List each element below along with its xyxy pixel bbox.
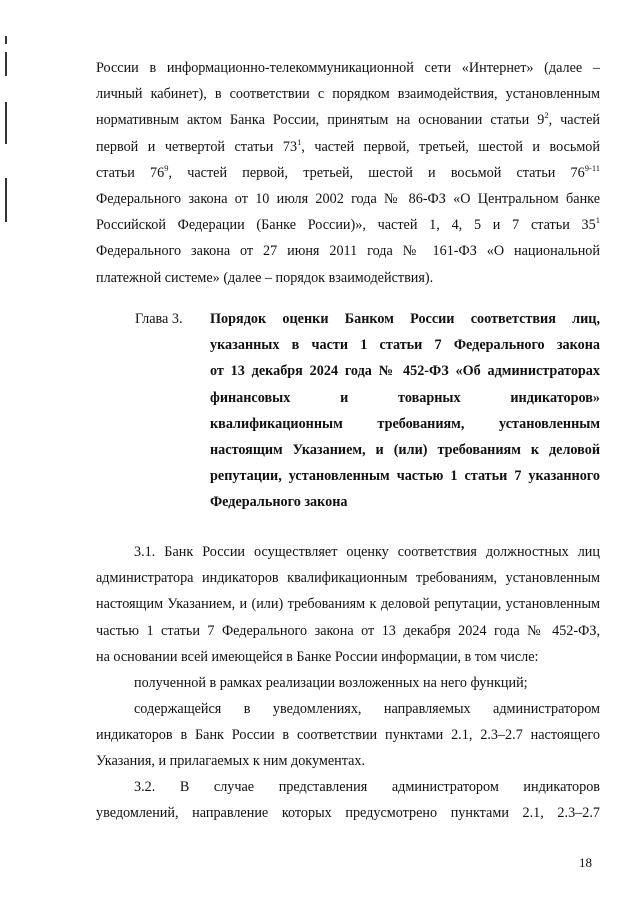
list-item-functions xyxy=(96,670,600,696)
text-line: платежной системе» (далее – порядок взаимодействия). xyxy=(96,269,434,286)
text-line: уведомлений, направление которых предусмотрено пунктами 2.1, 2.3–2.7 xyxy=(96,805,600,822)
text-line: содержащейся в уведомлениях, направляемых администратором xyxy=(134,701,600,717)
text-line: 3.2. В случае представления администратором индикаторов xyxy=(134,779,600,795)
text-line: настоящим Указанием, и (или) требованиям к деловой репутации, установленным xyxy=(96,596,600,613)
text-line: Федерального закона от 27 июня 2011 года № 161-ФЗ «О национальной xyxy=(96,243,600,260)
title-line: настоящим Указанием, и (или) требованиям к деловой xyxy=(210,441,600,458)
text-line: индикаторов в Банк России в соответствии пунктами 2.1, 2.3–2.7 настоящего xyxy=(96,727,600,744)
text-line: на основании всей имеющейся в Банке России информации, в том числе: xyxy=(96,648,539,665)
chapter-label: Глава 3. xyxy=(135,311,183,327)
text-line: Федерального закона от 10 июля 2002 года № 86-ФЗ «О Центральном банке xyxy=(96,190,600,207)
section-3-1 xyxy=(96,539,600,670)
text-line: нормативным актом Банка России, принятым на основании статьи $9^2$, частей xyxy=(96,110,600,129)
intro-paragraph xyxy=(96,55,600,291)
text-line: России в информационно-телекоммуникационной сети «Интернет» (далее – xyxy=(96,60,600,76)
text-line: частью 1 статьи 7 Федерального закона от 13 декабря 2024 года № 452-ФЗ, xyxy=(96,622,600,639)
scan-margin-mark xyxy=(5,102,7,144)
title-line: указанных в части 1 статьи 7 Федерального закона xyxy=(210,337,600,354)
text-line: администратора индикаторов квалификационным требованиям, установленным xyxy=(96,570,600,587)
page-number: 18 xyxy=(579,855,592,870)
title-line: репутации, установленным частью 1 статьи 7 указанного xyxy=(210,468,600,485)
text-line: Российской Федерации (Банке России)», частей 1, 4, 5 и 7 статьи $35^1$ xyxy=(96,215,600,234)
text-line: 3.1. Банк России осуществляет оценку соответствия должностных лиц xyxy=(134,544,600,560)
title-line: от 13 декабря 2024 года № 452-ФЗ «Об администраторах xyxy=(210,363,600,380)
title-line: Порядок оценки Банком России соответствия лиц, xyxy=(210,311,600,327)
section-3-2 xyxy=(96,774,600,826)
title-line: квалификационным требованиям, установленным xyxy=(210,415,600,432)
scan-margin-mark xyxy=(5,36,7,44)
text-line: личный кабинет), в соответствии с порядком взаимодействия, установленным xyxy=(96,86,600,103)
list-item-notifications xyxy=(96,696,600,775)
title-line: финансовых и товарных индикаторов» xyxy=(210,389,600,406)
text-line: первой и четвертой статьи $73^1$, частей первой, третьей, шестой и восьмой xyxy=(96,136,600,155)
scan-margin-mark xyxy=(5,52,7,76)
text-line: полученной в рамках реализации возложенных на него функций; xyxy=(134,675,528,691)
scan-margin-mark xyxy=(5,178,7,222)
chapter-title xyxy=(210,306,600,516)
title-line: Федерального закона xyxy=(210,494,348,511)
text-line: Указания, и прилагаемых к ним документах. xyxy=(96,753,366,770)
text-line: статьи $76^9$, частей первой, третьей, шестой и восьмой статьи 76$^{9-11}$ xyxy=(96,162,600,181)
